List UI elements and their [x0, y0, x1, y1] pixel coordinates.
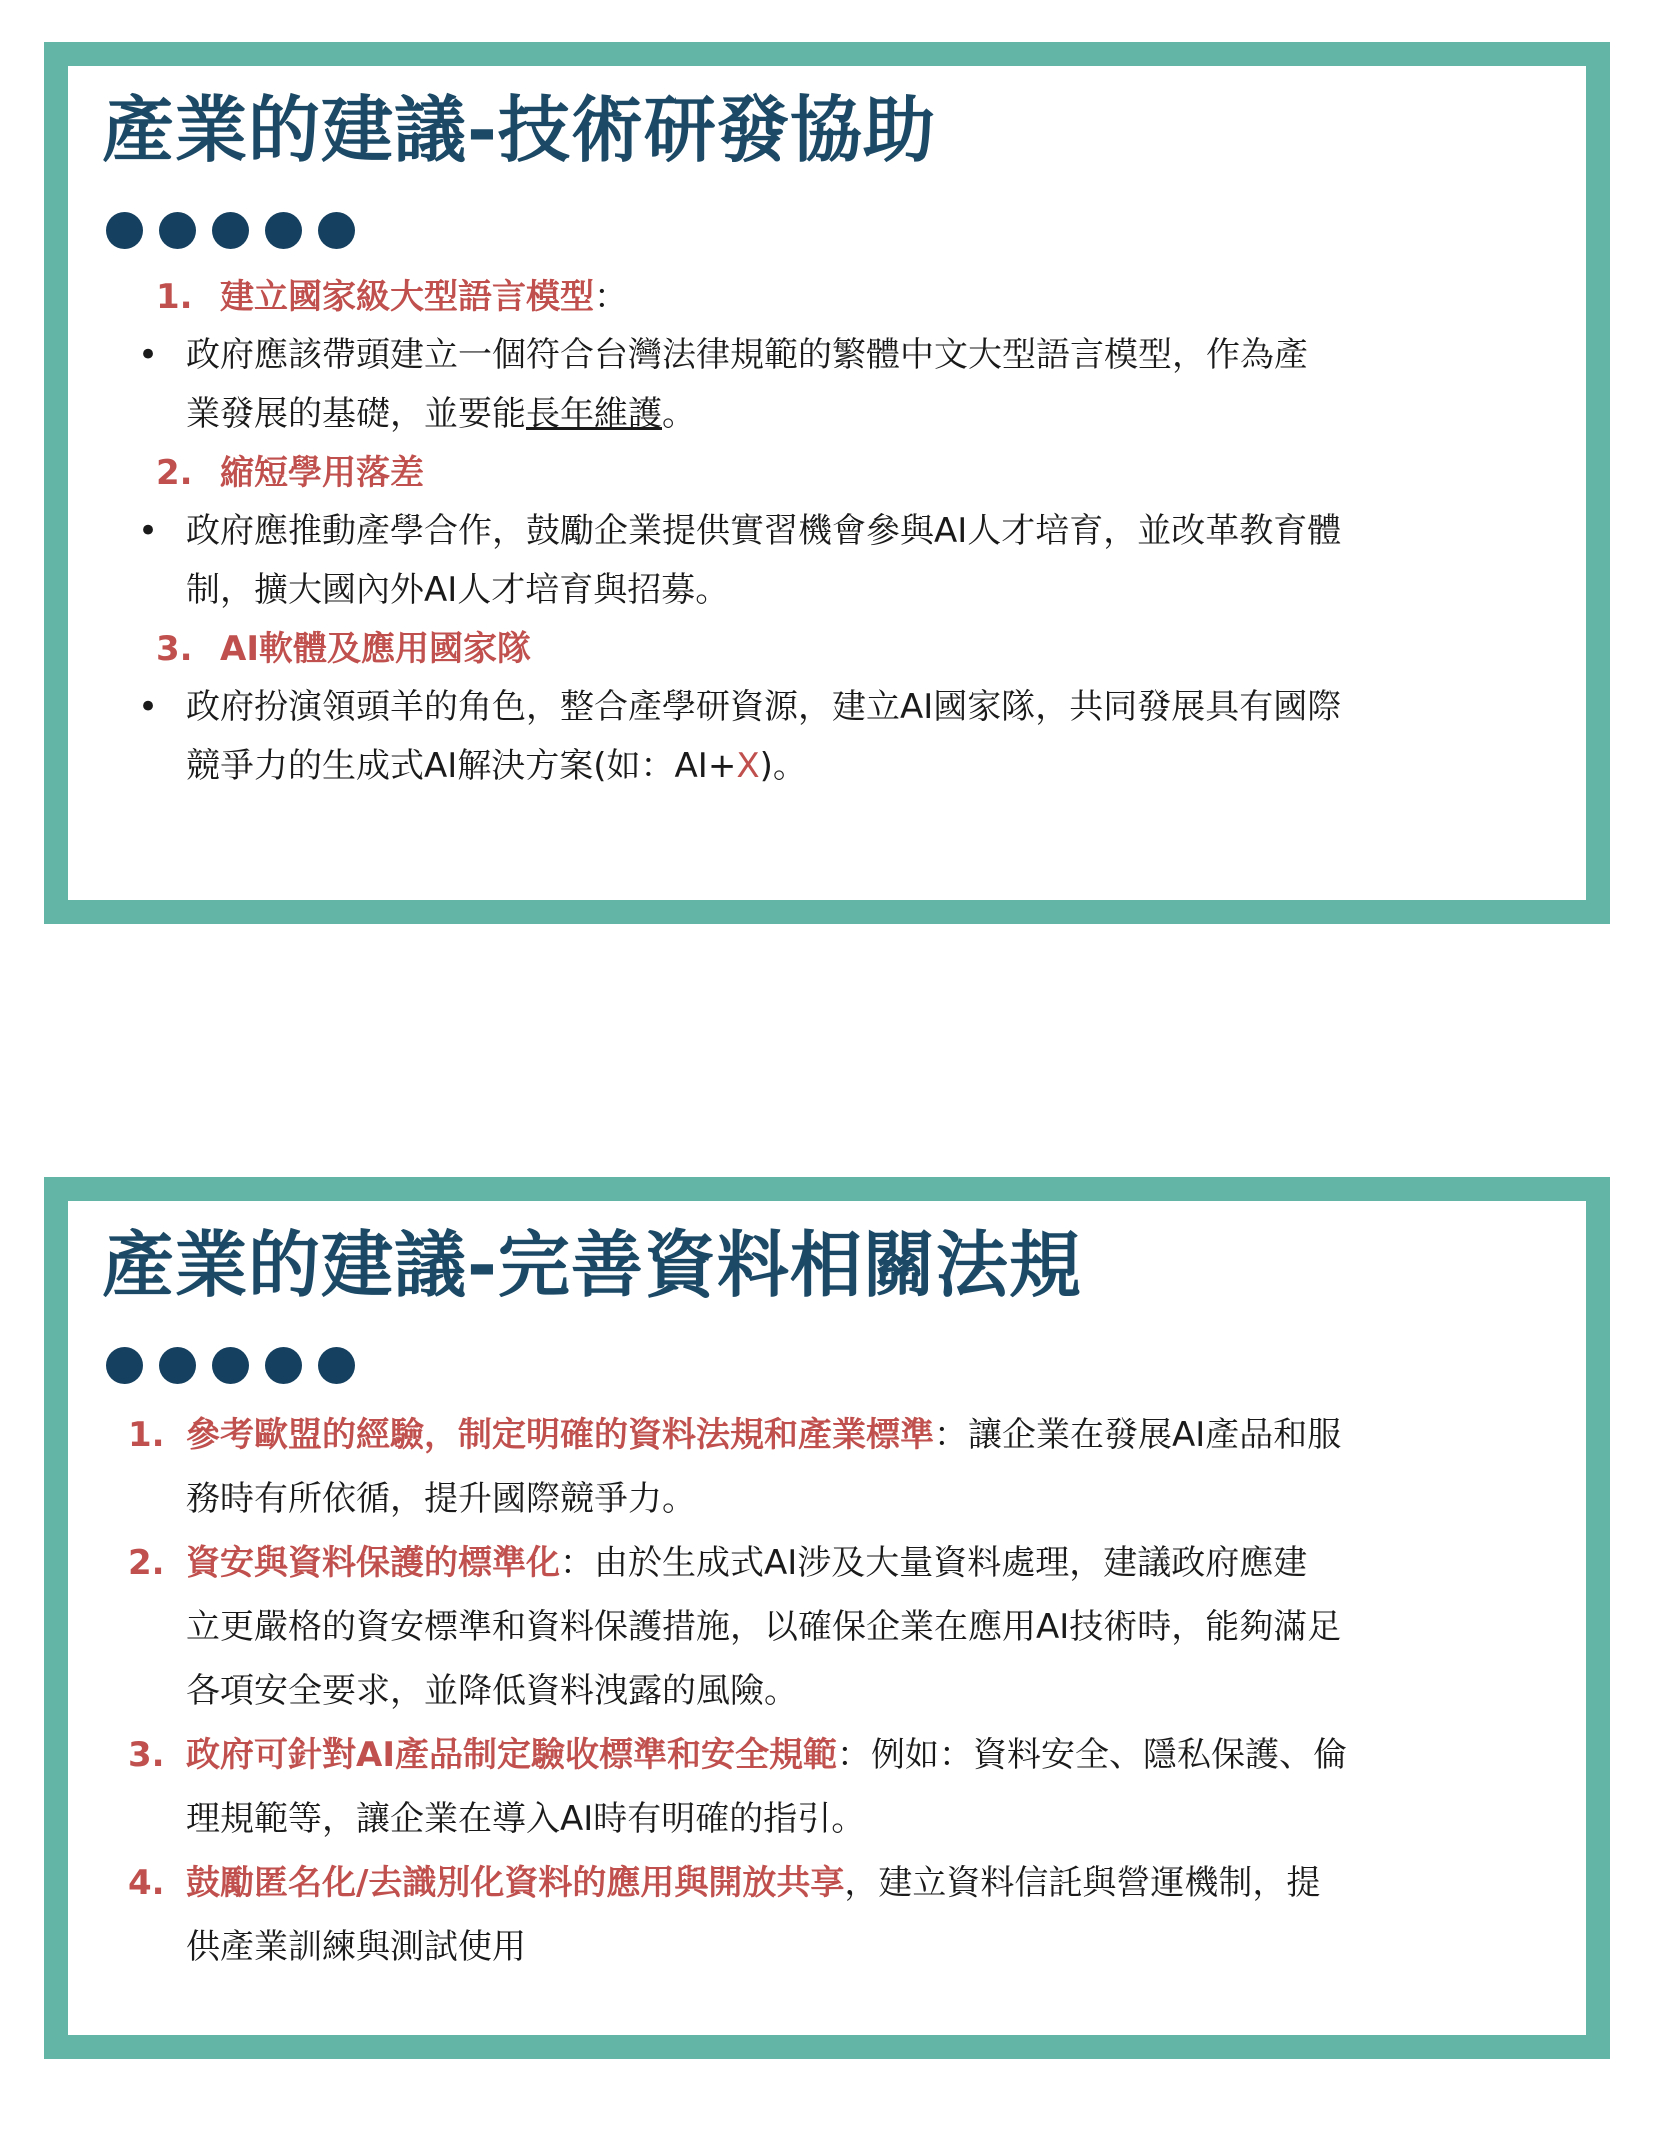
dot — [159, 1347, 196, 1384]
item-first-line — [128, 1851, 1578, 1915]
item-text: ，建立資料信託與營運機制，提 — [844, 1863, 1321, 1903]
numbered-item — [128, 1531, 1578, 1723]
section-heading-text: AI軟體及應用國家隊 — [220, 629, 531, 669]
item-continuation-line: 理規範等，讓企業在導入AI時有明確的指引。 — [186, 1799, 866, 1839]
item-number: 1. — [128, 1415, 165, 1455]
paragraph-line — [186, 737, 1568, 796]
item-text: ：由於生成式AI涉及大量資料處理，建議政府應建 — [560, 1543, 1308, 1583]
section-heading-text: 建立國家級大型語言模型 — [220, 277, 594, 317]
decorative-dots — [106, 1347, 355, 1384]
bullet-paragraph — [128, 502, 1568, 620]
item-number: 4. — [128, 1863, 165, 1903]
text-run: 競爭力的生成式AI解決方案(如：AI+ — [186, 746, 737, 786]
paragraph-line: 政府扮演領頭羊的角色，整合產學研資源，建立AI國家隊，共同發展具有國際 — [186, 687, 1342, 727]
item-heading: 鼓勵匿名化/去識別化資料的應用與開放共享 — [186, 1863, 845, 1903]
item-number: 3. — [128, 1735, 165, 1775]
text-run: )。 — [759, 746, 807, 786]
text-run: 業發展的基礎，並要能 — [186, 394, 526, 434]
numbered-item — [128, 1403, 1578, 1531]
item-continuation-line: 供產業訓練與測試使用 — [186, 1927, 526, 1967]
item-continuation-line: 各項安全要求，並降低資料洩露的風險。 — [186, 1671, 798, 1711]
dot — [212, 212, 249, 249]
item-heading: 資安與資料保護的標準化 — [186, 1543, 560, 1583]
item-text: ：例如：資料安全、隱私保護、倫 — [836, 1735, 1347, 1775]
slide-body — [128, 1403, 1578, 1979]
heading-colon: ： — [594, 277, 628, 317]
item-continuation-line: 務時有所依循，提升國際競爭力。 — [186, 1479, 696, 1519]
numbered-item — [128, 1851, 1578, 1979]
section-heading — [128, 620, 1568, 678]
dot — [318, 1347, 355, 1384]
item-first-line — [128, 1723, 1578, 1787]
dot — [106, 1347, 143, 1384]
paragraph-line: 制，擴大國內外AI人才培育與招募。 — [186, 570, 730, 610]
item-continuation-line: 立更嚴格的資安標準和資料保護措施，以確保企業在應用AI技術時，能夠滿足 — [186, 1607, 1342, 1647]
section-number: 3. — [156, 629, 193, 669]
dot — [265, 1347, 302, 1384]
item-number: 2. — [128, 1543, 165, 1583]
dot — [106, 212, 143, 249]
bullet-dot: • — [137, 335, 159, 375]
section-number: 2. — [156, 453, 193, 493]
dot — [212, 1347, 249, 1384]
item-first-line — [128, 1403, 1578, 1467]
paragraph-line — [186, 385, 1568, 444]
bullet-dot: • — [137, 687, 159, 727]
dot — [318, 212, 355, 249]
highlight-x: X — [736, 746, 760, 786]
item-first-line — [128, 1531, 1578, 1595]
paragraph-line: 政府應推動產學合作，鼓勵企業提供實習機會參與AI人才培育，並改革教育體 — [186, 511, 1342, 551]
slide-title: 產業的建議-技術研發協助 — [102, 88, 936, 172]
item-heading: 參考歐盟的經驗，制定明確的資料法規和產業標準 — [186, 1415, 934, 1455]
slide-title: 產業的建議-完善資料相關法規 — [102, 1223, 1082, 1307]
dot — [159, 212, 196, 249]
section-heading-text: 縮短學用落差 — [220, 453, 424, 493]
item-text: ：讓企業在發展AI產品和服 — [934, 1415, 1342, 1455]
section-heading — [128, 444, 1568, 502]
section-number: 1. — [156, 277, 193, 317]
slide-body — [128, 268, 1568, 796]
bullet-paragraph — [128, 678, 1568, 796]
text-run: 。 — [662, 394, 696, 434]
bullet-dot: • — [137, 511, 159, 551]
slide-tech-rd — [44, 42, 1610, 924]
slide-data-regulation — [44, 1177, 1610, 2059]
numbered-item — [128, 1723, 1578, 1851]
bullet-paragraph — [128, 326, 1568, 444]
section-heading — [128, 268, 1568, 326]
decorative-dots — [106, 212, 355, 249]
dot — [265, 212, 302, 249]
item-heading: 政府可針對AI產品制定驗收標準和安全規範 — [186, 1735, 837, 1775]
underlined-text: 長年維護 — [526, 394, 662, 434]
paragraph-line: 政府應該帶頭建立一個符合台灣法律規範的繁體中文大型語言模型，作為產 — [186, 335, 1308, 375]
